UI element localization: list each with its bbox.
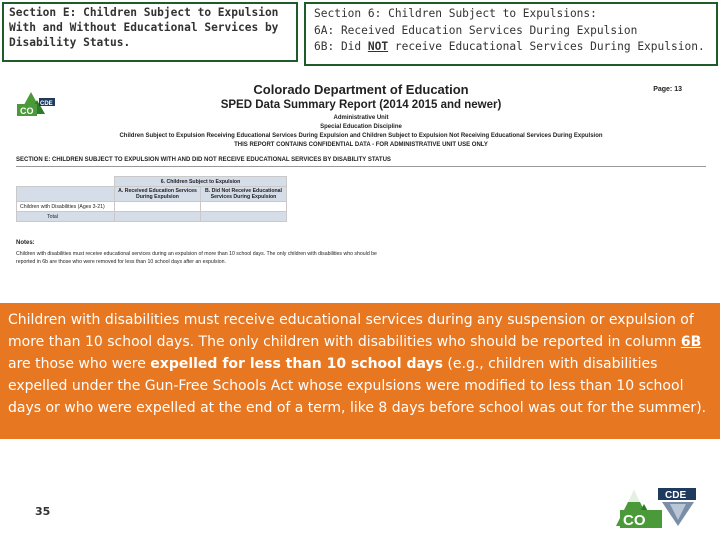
report-notes-label: Notes: xyxy=(16,240,35,246)
cde-logo-icon xyxy=(612,482,698,528)
report-title: SPED Data Summary Report (2014 2015 and newer) xyxy=(220,99,502,111)
section-title-line-2: With and Without Educational Services by xyxy=(9,21,279,34)
report-screenshot xyxy=(10,70,712,300)
small-logo-co-text: CO xyxy=(20,106,34,116)
report-unit: Administrative Unit xyxy=(333,115,389,121)
report-org-title: Colorado Department of Education xyxy=(253,82,469,97)
report-section-label: SECTION E: CHILDREN SUBJECT TO EXPULSION WITH AND DID NOT RECEIVE EDUCATIONAL SERVICES BY DISABILITY STATUS xyxy=(16,157,391,163)
subtitle-not-emphasis: NOT xyxy=(367,40,389,53)
banner-text-1: Children with disabilities must receive educational services during any suspension or expulsion of more than 10 school days. The only children with disabilities who should be reported in column xyxy=(8,312,694,350)
small-logo-cde-text: CDE xyxy=(40,101,53,107)
table-col-b-header: B. Did Not Receive Educational Services During Expulsion xyxy=(201,187,287,202)
explanation-banner xyxy=(0,302,720,439)
subtitle-line-1: Section 6: Children Subject to Expulsions: xyxy=(314,7,597,20)
subtitle-line-2: 6A: Received Education Services During Expulsion xyxy=(314,23,638,37)
section-subtitle-box xyxy=(304,2,718,66)
banner-bold-phrase: expelled for less than 10 school days xyxy=(150,356,443,372)
section-title-line-3: Disability Status. xyxy=(9,36,131,49)
report-divider xyxy=(16,166,706,167)
report-table xyxy=(16,176,287,222)
logo-co-text: CO xyxy=(623,512,646,528)
table-total-label: Total xyxy=(17,212,115,222)
report-notes-text: Children with disabilities must receive educational services during an expulsion of more than 10 school days. The only children with disabilities who should be reported in 6b are those who were removed for less than 10 school days after an expulsion. xyxy=(16,251,377,265)
report-discipline: Special Education Discipline xyxy=(320,124,402,130)
logo-cde-text: CDE xyxy=(665,490,687,501)
table-row xyxy=(17,202,287,212)
report-page-label: Page: 13 xyxy=(653,86,682,93)
page-number: 35 xyxy=(35,505,51,518)
subtitle-line-3 xyxy=(314,39,708,56)
report-confidential-note: THIS REPORT CONTAINS CONFIDENTIAL DATA - FOR ADMINISTRATIVE UNIT USE ONLY xyxy=(234,142,488,148)
table-row xyxy=(17,212,287,222)
section-title-line-1: Section E: Children Subject to Expulsion xyxy=(9,6,279,19)
table-col-a-header: A. Received Education Services During Expulsion xyxy=(115,187,201,202)
section-title-box xyxy=(2,2,298,62)
table-row-label: Children with Disabilities (Ages 3-21) xyxy=(17,202,115,212)
subtitle-line-3-prefix: 6B: Did xyxy=(314,40,368,53)
banner-column-ref: 6B xyxy=(680,334,702,350)
banner-text-2: are those who were xyxy=(8,356,151,372)
subtitle-line-3-suffix: receive Educational Services During Expulsion. xyxy=(388,40,705,53)
banner-text-3: (e.g., children with disabilities expelled under the Gun-Free Schools Act whose expulsions were modified to less than 10 school days or who were expelled at the end of a term, like 8 days before school was out for the summer). xyxy=(8,356,707,416)
table-group-header: 6. Children Subject to Expulsion xyxy=(115,177,287,187)
report-description: Children Subject to Expulsion Receiving Educational Services During Expulsion and Children Subject to Expulsion Not Receiving Educational Services During Expulsion xyxy=(119,133,603,139)
